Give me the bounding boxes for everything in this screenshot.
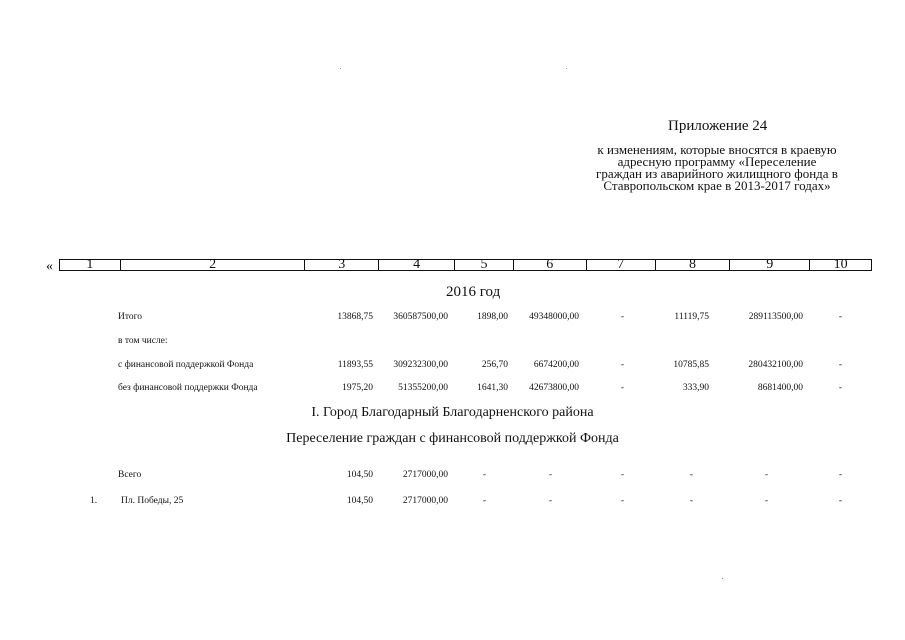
cell-col-10: - bbox=[838, 470, 842, 480]
cell-col-5: - bbox=[482, 470, 486, 480]
header-col-10: 10 bbox=[833, 257, 848, 272]
cell-col-7: - bbox=[620, 383, 624, 393]
detail-row-address bbox=[0, 496, 905, 510]
cell-col-9: - bbox=[764, 496, 768, 506]
row-label: в том числе: bbox=[118, 336, 168, 346]
cell-col-6: - bbox=[548, 470, 552, 480]
appendix-subtitle: к изменениям, которые вносятся в краевую адресную программу «Переселение граждан из аварийного жилищного фонда в Ставропольском крае в 2013-2017 годах» bbox=[596, 142, 838, 193]
cell-col-5: - bbox=[482, 496, 486, 506]
row-label: Всего bbox=[118, 470, 142, 480]
summary-row-with-fund bbox=[0, 360, 905, 374]
cell-col-5: 1898,00 bbox=[477, 312, 508, 322]
detail-row-total bbox=[0, 470, 905, 484]
cell-col-3: 104,50 bbox=[346, 470, 373, 480]
cell-col-9: - bbox=[764, 470, 768, 480]
cell-col-9: 280432100,00 bbox=[748, 360, 803, 370]
cell-col-9: 289113500,00 bbox=[748, 312, 803, 322]
cell-col-8: 11119,75 bbox=[674, 312, 709, 322]
cell-col-10: - bbox=[838, 360, 842, 370]
cell-col-9: 8681400,00 bbox=[757, 383, 803, 393]
header-col-1: 1 bbox=[60, 260, 121, 270]
header-col-2: 2 bbox=[121, 260, 306, 270]
subsection-title: Переселение граждан с финансовой поддержкой Фонда bbox=[286, 431, 619, 446]
cell-col-5: 256,70 bbox=[481, 360, 508, 370]
row-label: Пл. Победы, 25 bbox=[121, 496, 184, 506]
cell-col-3: 104,50 bbox=[346, 496, 373, 506]
cell-col-4: 2717000,00 bbox=[402, 496, 448, 506]
year-heading: 2016 год bbox=[446, 284, 501, 300]
cell-col-7: - bbox=[620, 496, 624, 506]
cell-col-8: 10785,85 bbox=[673, 360, 709, 370]
section-title: I. Город Благодарный Благодарненского района bbox=[311, 405, 594, 420]
cell-col-4: 2717000,00 bbox=[402, 470, 448, 480]
header-col-4: 4 bbox=[379, 260, 455, 270]
cell-col-8: 333,90 bbox=[682, 383, 709, 393]
cell-col-10: - bbox=[838, 383, 842, 393]
row-number: 1. bbox=[90, 496, 98, 506]
appendix-title: Приложение 24 bbox=[668, 118, 768, 134]
cell-col-6: - bbox=[548, 496, 552, 506]
quote-mark: « bbox=[46, 259, 53, 274]
scan-speck bbox=[340, 68, 341, 69]
cell-col-7: - bbox=[620, 470, 624, 480]
scan-speck bbox=[722, 578, 723, 579]
column-number-header bbox=[59, 259, 872, 271]
cell-col-6: 6674200,00 bbox=[533, 360, 579, 370]
cell-col-6: 49348000,00 bbox=[529, 312, 579, 322]
header-col-9: 9 bbox=[730, 260, 810, 270]
row-label: без финансовой поддержки Фонда bbox=[118, 383, 258, 393]
cell-col-8: - bbox=[689, 470, 693, 480]
cell-col-4: 360587500,00 bbox=[393, 312, 448, 322]
cell-col-7: - bbox=[620, 312, 624, 322]
cell-col-5: 1641,30 bbox=[477, 383, 508, 393]
cell-col-4: 309232300,00 bbox=[393, 360, 448, 370]
header-col-8: 8 bbox=[656, 260, 731, 270]
header-col-6: 6 bbox=[514, 260, 587, 270]
cell-col-4: 51355200,00 bbox=[398, 383, 448, 393]
summary-row-without-fund bbox=[0, 383, 905, 397]
row-label: Итого bbox=[118, 312, 143, 322]
cell-col-10: - bbox=[838, 312, 842, 322]
row-label: с финансовой поддержкой Фонда bbox=[118, 360, 254, 370]
cell-col-6: 42673800,00 bbox=[529, 383, 579, 393]
cell-col-10: - bbox=[838, 496, 842, 506]
scan-speck bbox=[566, 68, 567, 69]
summary-row-including bbox=[0, 336, 905, 350]
cell-col-8: - bbox=[689, 496, 693, 506]
cell-col-7: - bbox=[620, 360, 624, 370]
header-col-5: 5 bbox=[455, 260, 514, 270]
cell-col-3: 13868,75 bbox=[337, 312, 373, 322]
header-col-7: 7 bbox=[587, 260, 656, 270]
summary-row-total bbox=[0, 312, 905, 326]
header-col-3: 3 bbox=[305, 260, 379, 270]
cell-col-3: 1975,20 bbox=[342, 383, 373, 393]
cell-col-3: 11893,55 bbox=[337, 360, 373, 370]
